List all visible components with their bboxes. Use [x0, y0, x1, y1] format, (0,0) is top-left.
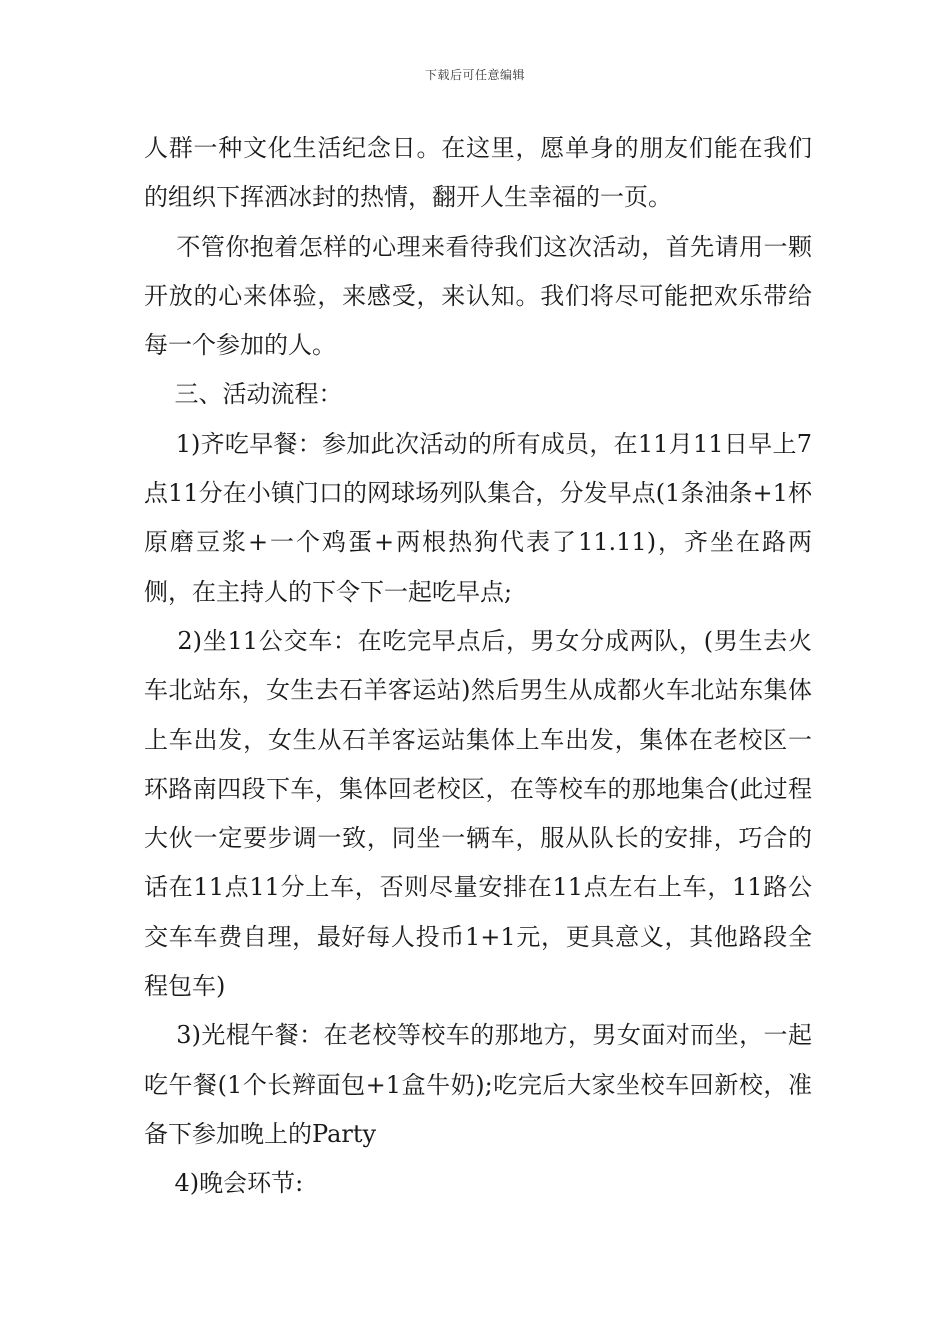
list-item: 4)晚会环节:: [144, 1169, 304, 1198]
list-item: 1)齐吃早餐：参加此次活动的所有成员，在11月11日早上7点11分在小镇门口的网球场列队集合，分发早点(1条油条+1杯原磨豆浆+一个鸡蛋+两根热狗代表了11.11)，齐坐在路两侧，在主持人的下令下一起吃早点;: [144, 429, 813, 606]
paragraph: 不管你抱着怎样的心理来看待我们这次活动，首先请用一颗开放的心来体验，来感受，来认知。我们将尽可能把欢乐带给每一个参加的人。: [144, 232, 813, 360]
list-item: 2)坐11公交车：在吃完早点后，男女分成两队，(男生去火车北站东，女生去石羊客运站)然后男生从成都火车北站东集体上车出发，女生从石羊客运站集体上车出发，集体在老校区一环路南四段下车，集体回老校区，在等校车的那地集合(此过程大伙一定要步调一致，同坐一辆车，服从队长的安排，巧合的话在11点11分上车，否则尽量安排在11点左右上车，11路公交车车费自理，最好每人投币1+1元，更具意义，其他路段全程包车): [144, 626, 812, 1001]
section-heading: 三、活动流程：: [144, 380, 343, 409]
paragraph: 人群一种文化生活纪念日。在这里，愿单身的朋友们能在我们的组织下挥洒冰封的热情，翻开人生幸福的一页。: [144, 134, 812, 212]
list-item: 3)光棍午餐：在老校等校车的那地方，男女面对而坐，一起吃午餐(1个长辫面包+1盒牛奶);吃完后大家坐校车回新校，准备下参加晚上的Party: [144, 1021, 812, 1148]
header-note: 下载后可任意编辑: [424, 68, 525, 82]
document-body: [144, 124, 812, 1209]
